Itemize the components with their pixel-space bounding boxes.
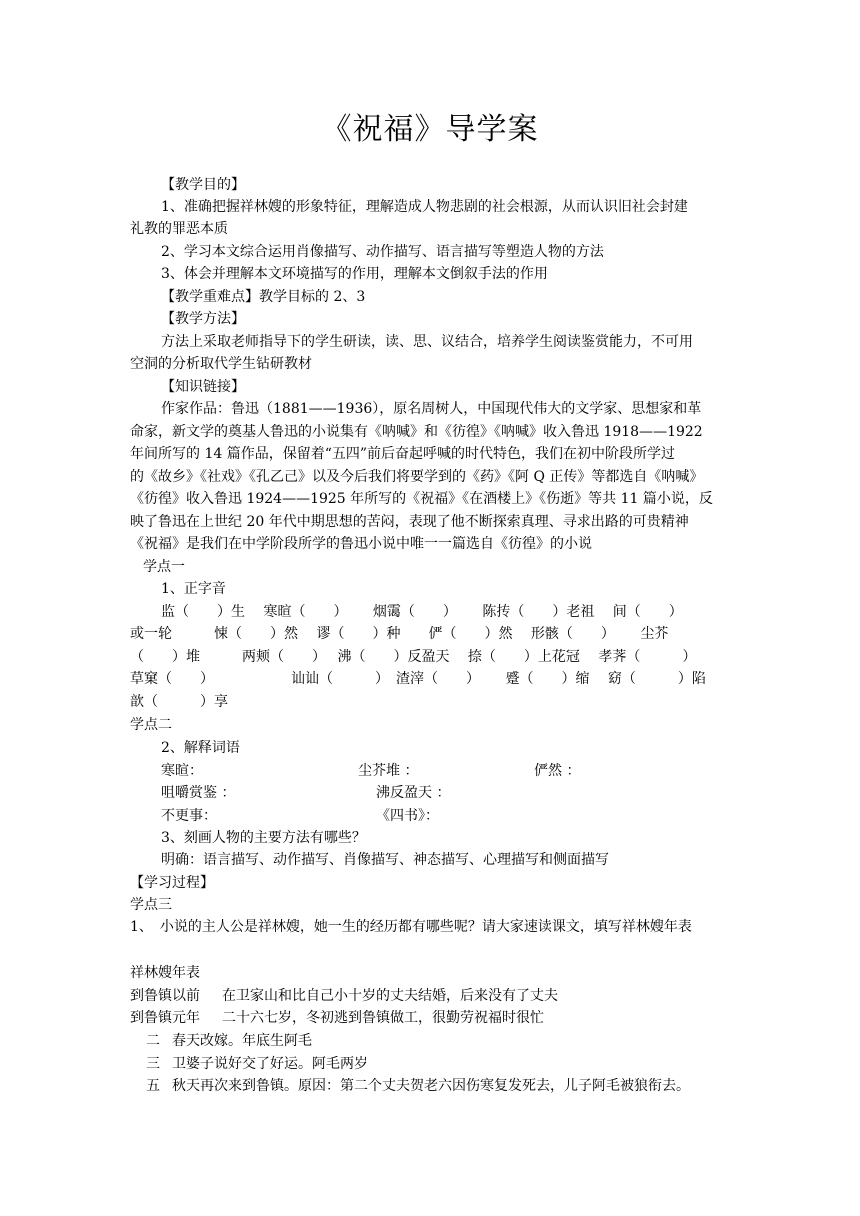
point2-question-3: 3、刻画人物的主要方法有哪些？ xyxy=(161,830,366,846)
pronunciation-row: 草窠（ ） 讪讪（ ） 渣滓（ ） 蹙（ ）缩 窈（ ）陷 xyxy=(130,671,706,687)
objective-2: 2、学习本文综合运用肖像描写、动作描写、语言描写等塑造人物的方法 xyxy=(161,244,604,260)
pronunciation-row: 或一轮 悚（ ）然 谬（ ）种 俨（ ）然 形骸（ ） 尘芥 xyxy=(130,626,669,642)
timeline-event: 在卫家山和比自己小十岁的丈夫结婚，后来没有了丈夫 xyxy=(222,988,558,1004)
timeline-event: 二十六七岁，冬初逃到鲁镇做工，很勤劳祝福时很忙 xyxy=(222,1010,544,1026)
term-label: 沸反盈天 ： xyxy=(376,785,451,801)
point3-heading: 学点三 xyxy=(130,897,172,913)
term-label: 《四书》： xyxy=(376,808,439,824)
term-label: 寒暄： xyxy=(161,763,203,779)
pronunciation-row: 歆（ ）享 xyxy=(130,694,228,710)
term-label: 咀嚼赏鉴 ： xyxy=(161,785,236,801)
knowledge-line: 《彷徨》收入鲁迅 1924——1925 年所写的《祝福》《在酒楼上》《伤逝》等共 11 篇小说，反 xyxy=(130,491,713,507)
timeline-heading: 祥林嫂年表 xyxy=(130,965,200,981)
timeline-when: 二 xyxy=(146,1033,160,1049)
process-heading: 【学习过程】 xyxy=(130,875,214,891)
timeline-when: 到鲁镇元年 xyxy=(130,1010,200,1026)
knowledge-line: 《祝福》是我们在中学阶段所学的鲁迅小说中唯一一篇选自《彷徨》的小说 xyxy=(130,536,592,552)
method-line-2: 空洞的分析取代学生钻研教材 xyxy=(130,356,312,372)
term-label: 尘芥堆 ： xyxy=(358,763,419,779)
document-title: 《祝福》导学案 xyxy=(321,112,539,147)
point2-answer: 明确：语言描写、动作描写、肖像描写、神态描写、心理描写和侧面描写 xyxy=(161,852,609,868)
timeline-event: 秋天再次来到鲁镇。原因：第二个丈夫贺老六因伤寒复发死去，儿子阿毛被狼衔去。 xyxy=(172,1078,690,1094)
objective-1-cont: 礼教的罪恶本质 xyxy=(130,221,228,237)
knowledge-line: 年间所写的 14 篇作品，保留着“五四”前后奋起呼喊的时代特色，我们在初中阶段所学过 xyxy=(130,446,676,462)
pronunciation-row: （ ）堆 两颊（ ） 沸（ ）反盈天 捺（ ）上花冠 孝荠（ ） xyxy=(130,649,697,665)
key-points: 【教学重难点】教学目标的 2、3 xyxy=(161,289,366,305)
knowledge-line: 的《故乡》《社戏》《孔乙己》以及今后我们将要学到的《药》《阿 Q 正传》等都选自《呐喊》 xyxy=(130,469,704,485)
point2-heading: 学点二 xyxy=(130,717,172,733)
pronunciation-row: 监（ ）生 寒暄（ ） 烟霭（ ） 陈抟（ ）老祖 间（ ） xyxy=(161,604,683,620)
knowledge-heading: 【知识链接】 xyxy=(161,379,245,395)
objective-3: 3、体会并理解本文环境描写的作用，理解本文倒叙手法的作用 xyxy=(161,266,548,282)
point1-heading: 学点一 xyxy=(143,559,185,575)
timeline-event: 春天改嫁。年底生阿毛 xyxy=(172,1033,312,1049)
timeline-when: 到鲁镇以前 xyxy=(130,988,200,1004)
method-line-1: 方法上采取老师指导下的学生研读，读、思、议结合，培养学生阅读鉴赏能力，不可用 xyxy=(161,334,693,350)
point3-question-1: 1、 小说的主人公是祥林嫂，她一生的经历都有哪些呢？请大家速读课文，填写祥林嫂年表 xyxy=(130,919,692,935)
timeline-when: 五 xyxy=(146,1078,160,1094)
objectives-heading: 【教学目的】 xyxy=(161,177,245,193)
point1-sub: 1、正字音 xyxy=(161,581,226,597)
term-label: 俨然 ： xyxy=(534,763,581,779)
knowledge-line: 命家，新文学的奠基人鲁迅的小说集有《呐喊》和《彷徨》《呐喊》收入鲁迅 1918——1922 xyxy=(130,424,703,440)
knowledge-line: 作家作品：鲁迅（1881——1936），原名周树人，中国现代伟大的文学家、思想家和革 xyxy=(161,401,702,417)
timeline-event: 卫婆子说好交了好运。阿毛两岁 xyxy=(172,1056,368,1072)
method-heading: 【教学方法】 xyxy=(161,311,245,327)
knowledge-line: 映了鲁迅在上世纪 20 年代中期思想的苦闷，表现了他不断探索真理、寻求出路的可贵精神 xyxy=(130,514,689,530)
point2-sub: 2、解释词语 xyxy=(161,740,240,756)
term-label: 不更事： xyxy=(161,808,217,824)
timeline-when: 三 xyxy=(146,1056,160,1072)
objective-1: 1、准确把握祥林嫂的形象特征，理解造成人物悲剧的社会根源，从而认识旧社会封建 xyxy=(161,199,688,215)
